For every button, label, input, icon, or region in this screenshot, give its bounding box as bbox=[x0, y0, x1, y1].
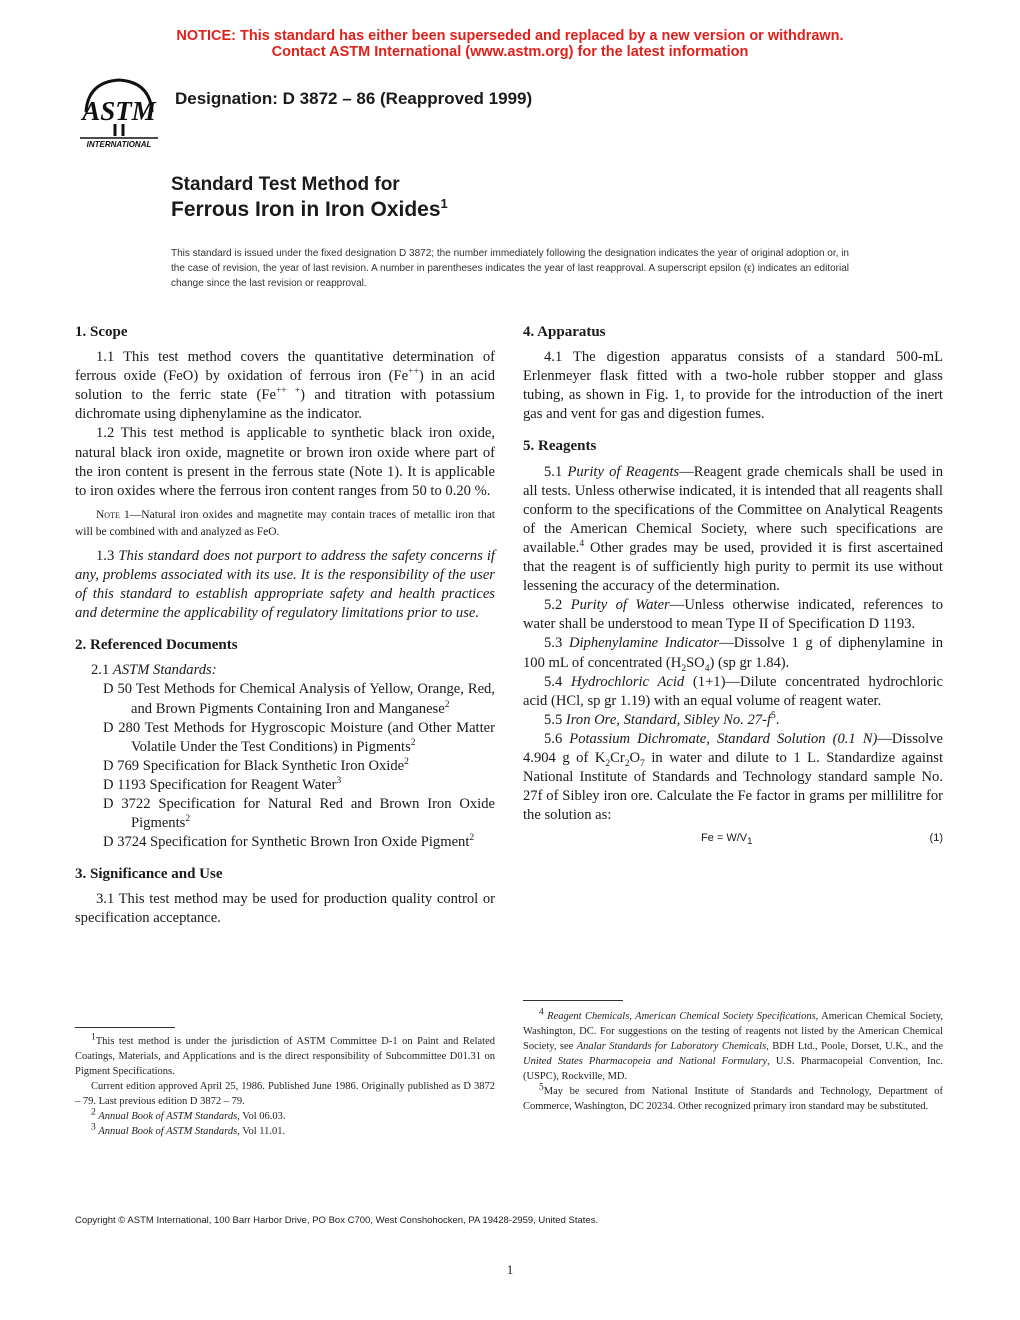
referenced-list bbox=[75, 680, 495, 852]
copyright: Copyright © ASTM International, 100 Barr Harbor Drive, PO Box C700, West Conshohocken, PA 19428-2959, United States. bbox=[75, 1215, 599, 1226]
title-line-1: Standard Test Method for bbox=[171, 174, 400, 195]
footnote-5: $^5$May be secured from National Institute of Standards and Technology, Department of Commerce, Washington, DC 20234. Other recognized primary iron standard may be substituted. bbox=[523, 1082, 943, 1112]
ref-item-d3724: D 3724 Specification for Synthetic Brown Iron Oxide Pigment$^2$ bbox=[103, 833, 475, 851]
ref-item-d1193: D 1193 Specification for Reagent Water$^3$ bbox=[103, 776, 342, 793]
ref-item-d3722: D 3722 Specification for Natural Red and Brown Iron Oxide Pigments$^2$ bbox=[103, 795, 495, 832]
page-number: 1 bbox=[506, 1262, 514, 1277]
footnote-2: $^2$ Annual Book of ASTM Standards, Vol 06.03. bbox=[91, 1107, 286, 1122]
right-column bbox=[523, 323, 943, 849]
reagents-5-3: 5.3 Diphenylamine Indicator—Dissolve 1 g of diphenylamine in 100 mL of concentrated $(H_2SO_4)$ (sp gr 1.84). bbox=[523, 635, 943, 674]
reagents-5-1: 5.1 Purity of Reagents—Reagent grade chemicals shall be used in all tests. Unless otherwise indicated, it is intended that all reagents shall conform to the specifications of the Committee on Analytical Reagents of the American Chemical Society, where such specifications are available.$^4$ Other grades may be used, provided it is first ascertained that the reagent is of sufficiently high purity to permit its use without lessening the accuracy of the determination. bbox=[523, 463, 943, 595]
note-1: Note 1—Natural iron oxides and magnetite may contain traces of metallic iron that will be combined with and analyzed as FeO. bbox=[75, 508, 495, 538]
equation-number: (1) bbox=[929, 832, 943, 845]
equation-1 bbox=[523, 829, 943, 849]
equation-expression: $Fe = W/V_1$ bbox=[701, 832, 753, 848]
footnotes-left bbox=[75, 1027, 495, 1139]
issued-note: This standard is issued under the fixed designation D 3872; the number immediately following the designation indicates the year of original adoption or, in the case of revision, the year of last revision. A number in parentheses indicates the year of last reapproval. A superscript epsilon (ε) indicates an editorial change since the last revision or reapproval. bbox=[171, 248, 849, 289]
notice-banner bbox=[0, 28, 1020, 60]
scope-1-3: 1.3 This standard does not purport to address the safety concerns if any, problems associated with its use. It is the responsibility of the user of this standard to establish appropriate safety and health practices and determine the applicability of regulatory limitations prior to use. bbox=[75, 547, 495, 622]
scope-1-2: 1.2 This test method is applicable to synthetic black iron oxide, natural black iron oxide, magnetite or brown iron oxide where part of the iron content is present in the ferrous state (Note 1). It is applicable to iron oxides where the ferrous iron content ranges from 50 to 0.20 %. bbox=[75, 425, 495, 499]
ref-item-d50: D 50 Test Methods for Chemical Analysis of Yellow, Orange, Red, and Brown Pigments Containing Iron and Manganese$^2$ bbox=[103, 681, 495, 717]
footnote-3: $^3$ Annual Book of ASTM Standards, Vol 11.01. bbox=[91, 1122, 286, 1137]
reagents-heading: 5. Reagents bbox=[523, 438, 597, 455]
ref-item-d280: D 280 Test Methods for Hygroscopic Moisture (and Other Matter Volatile Under the Test Conditions) in Pigments$^2$ bbox=[103, 719, 495, 755]
footnote-1: $^1$This test method is under the jurisdiction of ASTM Committee D-1 on Paint and Related Coatings, Materials, and Applications and is the direct responsibility of Subcommittee D01.31 on Pigment Specifications. bbox=[75, 1032, 495, 1077]
ref-item-d769: D 769 Specification for Black Synthetic Iron Oxide$^2$ bbox=[103, 756, 409, 774]
footnote-divider-right bbox=[523, 1000, 623, 1001]
footnote-1b: Current edition approved April 25, 1986. Published June 1986. Originally published as D 3872 – 79. Last previous edition D 3872 – 79. bbox=[75, 1081, 495, 1107]
apparatus-4-1: 4.1 The digestion apparatus consists of a standard 500-mL Erlenmeyer flask fitted with a two-hole rubber stopper and glass tubing, as shown in Fig. 1, to provide for the introduction of the inert gas and vent for gas and digestion fumes. bbox=[523, 349, 943, 423]
reagents-5-5: 5.5 Iron Ore, Standard, Sibley No. $27-f^5$. bbox=[544, 710, 780, 728]
notice-line-2: Contact ASTM International (www.astm.org) for the latest information bbox=[271, 44, 749, 60]
title-line-2 bbox=[171, 198, 448, 222]
title-footnote-mark: 1 bbox=[440, 196, 448, 211]
footnote-divider bbox=[75, 1027, 175, 1028]
reagents-5-4: 5.4 Hydrochloric Acid (1+1)—Dilute concentrated hydrochloric acid (HCl, sp gr 1.19) with an equal volume of reagent water. bbox=[523, 673, 944, 709]
referenced-heading: 2. Referenced Documents bbox=[75, 637, 238, 654]
scope-1-1: 1.1 This test method covers the quantitative determination of ferrous oxide (FeO) by oxidation of ferrous iron (Fe++) in an acid solution to the ferric state (Fe++ +) and titration with potassium dichromate using diphenylamine as the indicator. bbox=[75, 349, 495, 423]
logo-text: ASTM bbox=[82, 96, 156, 126]
significance-3-1: 3.1 This test method may be used for production quality control or specification acceptance. bbox=[75, 891, 495, 927]
designation: Designation: D 3872 – 86 (Reapproved 1999) bbox=[175, 89, 533, 108]
reagents-5-2: 5.2 Purity of Water—Unless otherwise indicated, references to water shall be understood to mean Type II of Specification D 1193. bbox=[523, 597, 943, 633]
footnote-4: $^4$ Reagent Chemicals, American Chemical Society Specifications, American Chemical Society, Washington, DC. For suggestions on the testing of reagents not listed by the American Chemical Society, see Analar Standards for Laboratory Chemicals, BDH Ltd., Poole, Dorset, U.K., and the United States Pharmacopeia and National Formulary, U.S. Pharmacopeial Convention, Inc. (USPC), Rockville, MD. bbox=[523, 1007, 944, 1082]
scope-heading: 1. Scope bbox=[75, 324, 128, 340]
left-column bbox=[75, 323, 495, 929]
significance-heading: 3. Significance and Use bbox=[75, 866, 223, 883]
logo-subtitle: INTERNATIONAL bbox=[86, 140, 152, 149]
apparatus-heading: 4. Apparatus bbox=[523, 324, 606, 340]
title-text: Ferrous Iron in Iron Oxides bbox=[171, 198, 441, 221]
astm-logo-icon bbox=[76, 76, 162, 150]
astm-standards-subheading: 2.1 ASTM Standards: bbox=[91, 662, 217, 679]
notice-line-1: NOTICE: This standard has either been superseded and replaced by a new version or withdrawn. bbox=[176, 28, 844, 44]
reagents-5-6: 5.6 Potassium Dichromate, Standard Solution (0.1 N)—Dissolve 4.904 g of $K_2Cr_2O_7$ in water and dilute to 1 L. Standardize against National Institute of Standards and Technology standard sample No. 27f of Sibley iron ore. Calculate the Fe factor in grams per millilitre for the solution as: bbox=[523, 730, 943, 824]
footnotes-right bbox=[523, 1000, 943, 1114]
